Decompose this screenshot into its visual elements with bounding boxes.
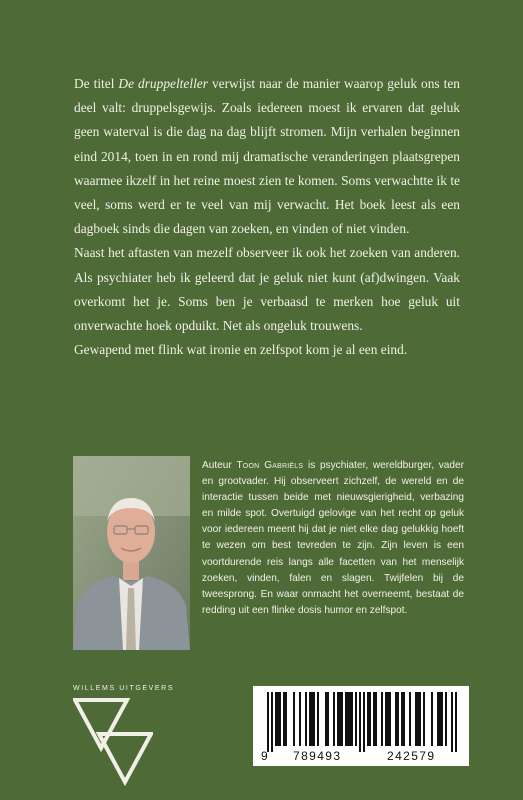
- barcode-bar: [373, 692, 375, 746]
- barcode-bar: [381, 692, 383, 746]
- author-photo: [73, 456, 190, 650]
- barcode-bar: [441, 692, 443, 746]
- barcode-bar: [455, 692, 457, 752]
- barcode-bar: [347, 692, 349, 746]
- barcode-bar: [419, 692, 421, 746]
- barcode-bar: [311, 692, 313, 746]
- barcode-bar: [349, 692, 351, 746]
- barcode-digits: [253, 749, 469, 763]
- barcode-bar: [285, 692, 287, 746]
- barcode-bar: [409, 692, 411, 746]
- author-prefix: Auteur: [202, 460, 237, 471]
- book-title-italic: De druppelteller: [118, 76, 208, 91]
- barcode-bar: [341, 692, 343, 746]
- author-bio-text: is psychiater, wereldburger, vader en grootvader. Hij observeert zichzelf, de wereld en de interactie tussen beide met nieuwsgierigheid, verbazing en milde spot. Overtuigd gelovige van het recht op geluk voor iedereen meent hij dat je niet elke dag gelukkig hoeft te wezen om best tevreden te zijn. Zijn leven is een voortdurende reis langs alle facetten van het menselijk zoeken, vinden, falen en slagen. Twijfelen bij de tweesprong. En waar onmacht het overneemt, bestaat de redding uit een flinke dosis humor en zelfspot.: [202, 460, 464, 616]
- barcode-bar: [337, 692, 339, 746]
- barcode-bar: [309, 692, 311, 746]
- barcode-bar: [423, 692, 425, 746]
- barcode-bar: [387, 692, 389, 746]
- barcode-bar: [267, 692, 269, 752]
- blurb-paragraph-3: Gewapend met flink wat ironie en zelfspot kom je al een eind.: [74, 342, 408, 358]
- barcode-digits-left: 789493: [293, 749, 342, 763]
- publisher-block: [73, 685, 193, 786]
- barcode-bar: [359, 692, 361, 752]
- barcode-bar: [389, 692, 391, 746]
- barcode-bars: [253, 686, 469, 752]
- barcode-bar: [333, 692, 335, 746]
- barcode-bar: [437, 692, 439, 746]
- barcode-bar: [279, 692, 281, 746]
- barcode-bar: [293, 692, 295, 746]
- back-cover-blurb: [74, 72, 460, 362]
- author-portrait-illustration: [73, 456, 190, 650]
- barcode-bar: [367, 692, 369, 746]
- barcode-bar: [369, 692, 371, 746]
- blurb-intro-text: De titel: [74, 76, 119, 91]
- barcode-bar: [401, 692, 403, 746]
- blurb-paragraph-1: [74, 72, 460, 241]
- isbn-barcode: [253, 686, 469, 766]
- author-name: Toon Gabriëls: [236, 460, 304, 471]
- barcode-bar: [275, 692, 277, 746]
- barcode-digit-prefix: 9: [261, 749, 270, 763]
- barcode-bar: [327, 692, 329, 746]
- blurb-paragraph-1-rest: verwijst naar de manier waarop geluk ons ten deel valt: druppelsgewijs. Zoals iedereen moest ik ervaren dat geluk geen waterval is die dag na dag blijft stromen. Mijn verhalen beginnen eind 2014, toen in en rond mij dramatische veranderingen plaatsgrepen waarmee ikzelf in het reine moest zien te komen. Soms verwachtte ik te veel, soms werd er te veel van mij verwacht. Het boek leest als een dagboek sinds die dagen van zoeken, en vinden of niet vinden.: [74, 76, 460, 237]
- barcode-bar: [363, 692, 365, 752]
- barcode-bar: [415, 692, 417, 746]
- barcode-bar: [445, 692, 447, 746]
- publisher-name: WILLEMS UITGEVERS: [73, 685, 175, 692]
- blurb-paragraph-2: Naast het aftasten van mezelf observeer ik ook het zoeken van anderen. Als psychiater heb ik geleerd dat je geluk niet kunt (af)dwingen. Vaak overkomt het je. Soms ben je verbaasd te merken hoe geluk uit onverwachte hoek opduikt. Net als ongeluk trouwens.: [74, 245, 460, 334]
- barcode-bar: [299, 692, 301, 746]
- barcode-bar: [395, 692, 397, 746]
- barcode-bar: [325, 692, 327, 746]
- barcode-bar: [417, 692, 419, 746]
- barcode-bar: [403, 692, 405, 746]
- barcode-bar: [431, 692, 433, 746]
- barcode-bar: [397, 692, 399, 746]
- barcode-bar: [317, 692, 319, 746]
- barcode-bar: [355, 692, 357, 746]
- barcode-bar: [277, 692, 279, 746]
- triangles-logo-icon: [73, 698, 153, 786]
- author-bio: [202, 458, 464, 619]
- barcode-digits-right: 242579: [387, 749, 436, 763]
- barcode-bar: [351, 692, 353, 746]
- barcode-bar: [439, 692, 441, 746]
- barcode-bar: [305, 692, 307, 746]
- barcode-bar: [271, 692, 273, 752]
- barcode-bar: [451, 692, 453, 752]
- barcode-bar: [385, 692, 387, 746]
- barcode-bar: [283, 692, 285, 746]
- barcode-bar: [375, 692, 377, 746]
- barcode-bar: [345, 692, 347, 746]
- barcode-bar: [339, 692, 341, 746]
- barcode-bar: [313, 692, 315, 746]
